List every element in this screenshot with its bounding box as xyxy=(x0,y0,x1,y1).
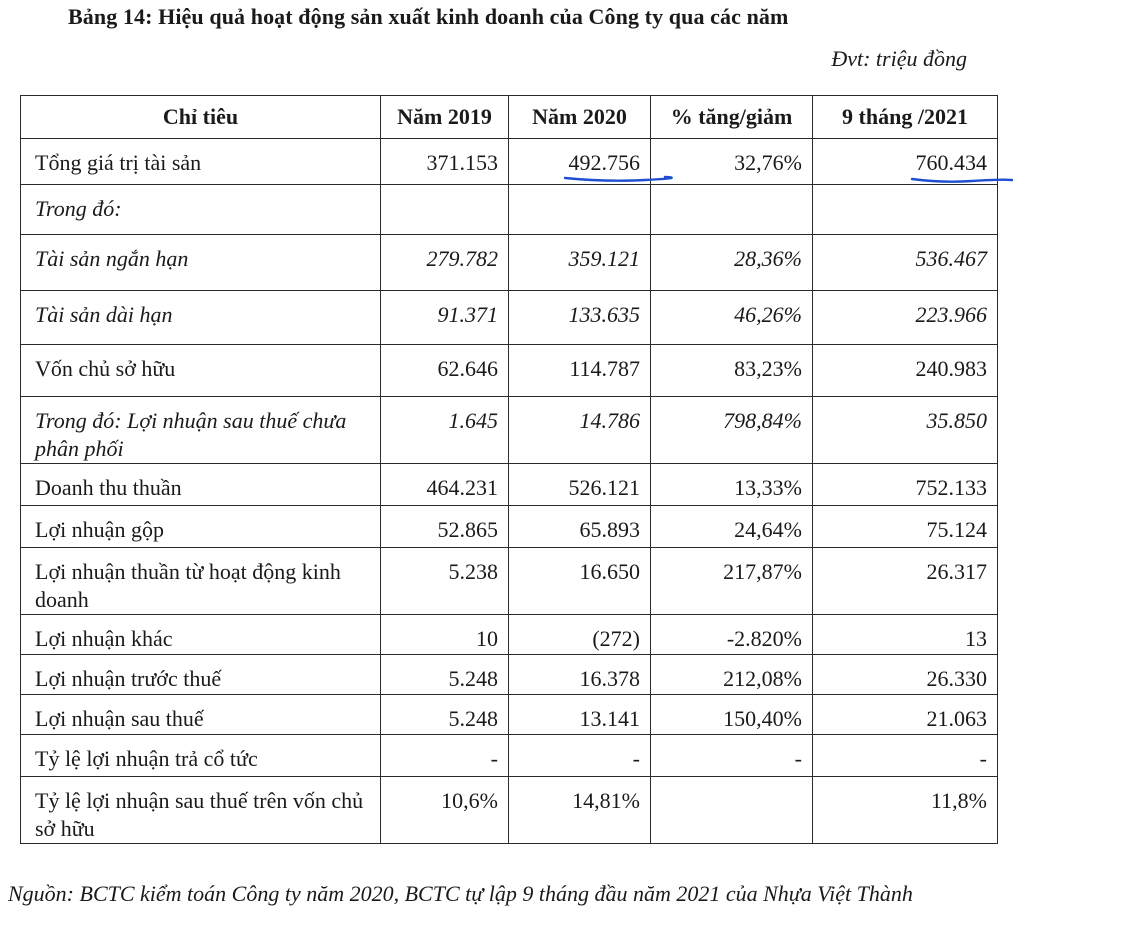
row-value xyxy=(651,777,813,844)
row-value xyxy=(509,397,651,464)
row-value xyxy=(381,548,509,615)
cell-text: 10,6% xyxy=(441,788,498,813)
row-value xyxy=(381,615,509,655)
table-row xyxy=(21,735,998,777)
row-label: Lợi nhuận trước thuế xyxy=(21,655,381,695)
row-value xyxy=(813,655,998,695)
source-note xyxy=(8,878,988,910)
row-label: Tỷ lệ lợi nhuận trả cổ tức xyxy=(21,735,381,777)
cell-text: 150,40% xyxy=(723,706,802,731)
row-value xyxy=(813,185,998,235)
cell-text: 24,64% xyxy=(734,517,802,542)
table-row xyxy=(21,464,998,506)
cell-text: - xyxy=(979,746,987,771)
row-value xyxy=(509,345,651,397)
table-row xyxy=(21,695,998,735)
table-row xyxy=(21,506,998,548)
cell-text: 14,81% xyxy=(572,788,640,813)
cell-text: 83,23% xyxy=(734,356,802,381)
cell-text: 114.787 xyxy=(569,356,640,381)
row-label: Tỷ lệ lợi nhuận sau thuế trên vốn chủ sở hữu xyxy=(21,777,381,844)
row-value xyxy=(509,655,651,695)
table-row xyxy=(21,655,998,695)
row-label: Trong đó: Lợi nhuận sau thuế chưa phân phối xyxy=(21,397,381,464)
table-body xyxy=(21,139,998,844)
row-value xyxy=(381,291,509,345)
row-value xyxy=(813,397,998,464)
row-value xyxy=(381,235,509,291)
cell-text: - xyxy=(794,746,802,771)
cell-text: 359.121 xyxy=(568,246,640,271)
row-value xyxy=(651,735,813,777)
row-value xyxy=(813,506,998,548)
row-value xyxy=(651,139,813,185)
cell-text: 16.378 xyxy=(579,666,640,691)
row-value xyxy=(381,464,509,506)
source-text: Nguồn: BCTC kiểm toán Công ty năm 2020, BCTC tự lập 9 tháng đầu năm 2021 của Nhựa Việt Thành xyxy=(8,881,913,906)
cell-text: 212,08% xyxy=(723,666,802,691)
cell-text: 798,84% xyxy=(723,408,802,433)
cell-text: 65.893 xyxy=(579,517,640,542)
row-value xyxy=(509,185,651,235)
row-label: Tài sản dài hạn xyxy=(21,291,381,345)
row-value xyxy=(651,235,813,291)
cell-text: -2.820% xyxy=(726,626,802,651)
row-label: Lợi nhuận sau thuế xyxy=(21,695,381,735)
cell-text: 1.645 xyxy=(448,408,498,433)
row-value xyxy=(651,185,813,235)
cell-text: 240.983 xyxy=(915,356,987,381)
cell-text: 10 xyxy=(476,626,498,651)
cell-text: 223.966 xyxy=(915,302,987,327)
cell-text: 46,26% xyxy=(734,302,802,327)
row-label: Lợi nhuận gộp xyxy=(21,506,381,548)
row-value xyxy=(651,655,813,695)
table-row xyxy=(21,185,998,235)
cell-text: 11,8% xyxy=(930,788,987,813)
row-value xyxy=(813,695,998,735)
row-value xyxy=(509,291,651,345)
table-row xyxy=(21,548,998,615)
row-value xyxy=(813,777,998,844)
row-value xyxy=(651,506,813,548)
cell-text: 464.231 xyxy=(426,475,498,500)
cell-text: 5.238 xyxy=(448,559,498,584)
row-label: Tổng giá trị tài sản xyxy=(21,139,381,185)
row-value xyxy=(509,735,651,777)
row-label: Doanh thu thuần xyxy=(21,464,381,506)
row-label: Lợi nhuận thuần từ hoạt động kinh doanh xyxy=(21,548,381,615)
cell-text: 13.141 xyxy=(579,706,640,731)
performance-table xyxy=(20,95,998,844)
header-row xyxy=(21,96,998,139)
table-title: Bảng 14: Hiệu quả hoạt động sản xuất kinh doanh của Công ty qua các năm xyxy=(68,4,789,29)
row-value xyxy=(509,615,651,655)
row-value xyxy=(813,345,998,397)
row-value xyxy=(509,506,651,548)
cell-text: 28,36% xyxy=(734,246,802,271)
table-row xyxy=(21,291,998,345)
cell-text: 32,76% xyxy=(734,150,802,175)
row-value xyxy=(381,397,509,464)
row-value xyxy=(813,139,998,185)
cell-text: 21.063 xyxy=(926,706,987,731)
row-value xyxy=(381,777,509,844)
row-value xyxy=(813,291,998,345)
row-label: Lợi nhuận khác xyxy=(21,615,381,655)
cell-text: 13 xyxy=(965,626,987,651)
row-value xyxy=(651,695,813,735)
cell-text: 492.756 xyxy=(569,149,641,177)
header-9m-2021: 9 tháng /2021 xyxy=(813,96,998,139)
row-value xyxy=(381,139,509,185)
row-label: Tài sản ngắn hạn xyxy=(21,235,381,291)
cell-text: 526.121 xyxy=(568,475,640,500)
table-row xyxy=(21,139,998,185)
cell-text: 91.371 xyxy=(437,302,498,327)
cell-text: 13,33% xyxy=(734,475,802,500)
table-row xyxy=(21,615,998,655)
cell-text: 35.850 xyxy=(926,408,987,433)
table-row xyxy=(21,397,998,464)
row-value xyxy=(509,235,651,291)
row-value xyxy=(813,735,998,777)
row-value xyxy=(509,695,651,735)
pen-underline-mark xyxy=(912,175,1012,185)
row-value xyxy=(651,548,813,615)
table-row xyxy=(21,235,998,291)
cell-text: 75.124 xyxy=(926,517,987,542)
row-value xyxy=(381,506,509,548)
row-value xyxy=(381,345,509,397)
row-value xyxy=(651,615,813,655)
cell-text: 5.248 xyxy=(448,666,498,691)
cell-text: 26.330 xyxy=(926,666,987,691)
cell-text: 5.248 xyxy=(448,706,498,731)
row-value xyxy=(651,291,813,345)
cell-text: (272) xyxy=(592,626,640,651)
table-row xyxy=(21,777,998,844)
row-value xyxy=(509,464,651,506)
row-value xyxy=(381,655,509,695)
header-2019: Năm 2019 xyxy=(381,96,509,139)
header-indicator: Chỉ tiêu xyxy=(21,96,381,139)
row-value xyxy=(651,397,813,464)
cell-text: 62.646 xyxy=(437,356,498,381)
cell-text: 752.133 xyxy=(915,475,987,500)
pen-underline-mark xyxy=(565,175,665,185)
row-value xyxy=(509,139,651,185)
header-change: % tăng/giảm xyxy=(651,96,813,139)
row-value xyxy=(651,464,813,506)
header-2020: Năm 2020 xyxy=(509,96,651,139)
row-value xyxy=(381,695,509,735)
cell-text: 217,87% xyxy=(723,559,802,584)
cell-text: 760.434 xyxy=(916,149,988,177)
row-value xyxy=(381,185,509,235)
row-value xyxy=(651,345,813,397)
cell-text: 14.786 xyxy=(579,408,640,433)
cell-text: 279.782 xyxy=(426,246,498,271)
row-value xyxy=(509,548,651,615)
row-value xyxy=(813,235,998,291)
row-value xyxy=(813,615,998,655)
row-value xyxy=(381,735,509,777)
row-label: Trong đó: xyxy=(21,185,381,235)
cell-text: - xyxy=(632,746,640,771)
row-label: Vốn chủ sở hữu xyxy=(21,345,381,397)
row-value xyxy=(813,464,998,506)
row-value xyxy=(813,548,998,615)
cell-text: 16.650 xyxy=(579,559,640,584)
cell-text: 371.153 xyxy=(426,150,498,175)
table-row xyxy=(21,345,998,397)
row-value xyxy=(509,777,651,844)
cell-text: 133.635 xyxy=(568,302,640,327)
unit-label: Đvt: triệu đồng xyxy=(831,46,967,71)
cell-text: 26.317 xyxy=(926,559,987,584)
cell-text: 536.467 xyxy=(915,246,987,271)
cell-text: - xyxy=(490,746,498,771)
cell-text: 52.865 xyxy=(437,517,498,542)
